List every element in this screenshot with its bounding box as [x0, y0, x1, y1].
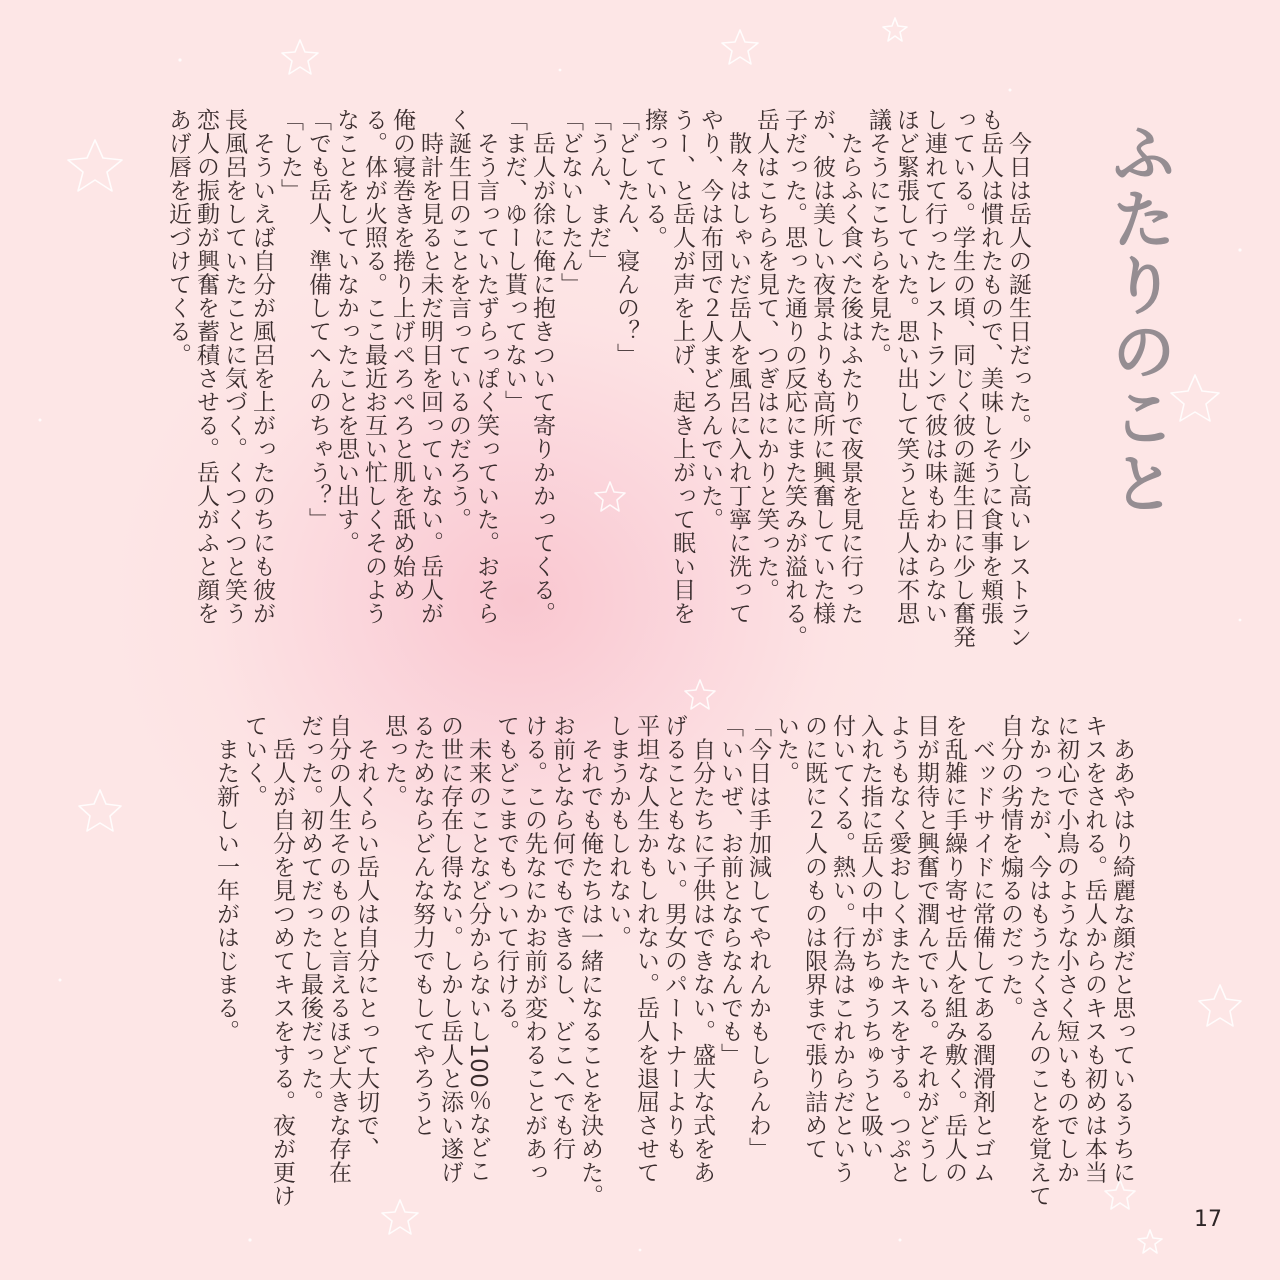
sparkle-dot — [178, 58, 181, 61]
text-column: ようもなく愛おしくまたキスをする。つぷと — [885, 714, 911, 1184]
text-column: そう言っていたずらっぽく笑っていた。おそら — [473, 108, 499, 625]
text-column: ける。この先なにかお前が変わることがあっ — [521, 714, 547, 1184]
star-icon — [79, 790, 121, 831]
text-column: 岳人が自分を見つめてキスをする。夜が更け — [269, 714, 295, 1208]
story-text-bottom — [120, 714, 1136, 1208]
sparkle-dot — [1238, 248, 1241, 251]
text-column: ああやはり綺麗な顔だと思っているうちに — [1109, 714, 1135, 1184]
text-column: 思った。 — [381, 714, 407, 808]
text-column: 岳人が徐に俺に抱きついて寄りかかってくる。 — [529, 108, 555, 625]
text-column: 岳人はこちらを見て、つぎはにかりと笑った。 — [753, 108, 779, 602]
text-column: お前となら何でもできるし、どこへでも行 — [549, 714, 575, 1161]
text-column: も岳人は慣れたもので、美味しそうに食事を頬張 — [977, 108, 1003, 625]
text-column: 散々はしゃいだ岳人を風呂に入れ丁寧に洗って — [725, 108, 751, 625]
text-column: 今日は岳人の誕生日だった。少し高いレストラン — [1005, 108, 1031, 649]
star-icon — [68, 140, 122, 191]
text-column: を乱雑に手繰り寄せ岳人を組み敷く。岳人の — [941, 714, 967, 1184]
text-column: 「今日は手加減してやれんかもしらんわ」 — [745, 714, 771, 1161]
text-column: 議そうにこちらを見た。 — [865, 108, 891, 367]
text-column: 付いてくる。熱い。行為はこれからだという — [829, 714, 855, 1184]
text-column: 平坦な人生かもしれない。岳人を退屈させて — [633, 714, 659, 1184]
text-column: 目が期待と興奮で潤んでいる。それがどうし — [913, 714, 939, 1184]
star-icon — [1105, 1180, 1135, 1209]
text-column: キスをされる。岳人からのキスも初めは本当 — [1081, 714, 1107, 1184]
text-column: それでも俺たちは一緒になることを決めた。 — [577, 714, 603, 1208]
text-column: 俺の寝巻きを捲り上げぺろぺろと肌を舐め始め — [389, 108, 415, 602]
star-icon — [282, 40, 318, 74]
text-column: 入れた指に岳人の中がちゅうちゅうと吸い — [857, 714, 883, 1161]
sparkle-dot — [248, 1238, 251, 1241]
text-column: 自分の人生そのものと言えるほど大きな存在 — [325, 714, 351, 1184]
text-column: 長風呂をしていたことに気づく。くつくつと笑う — [221, 108, 247, 625]
text-column: 「どないしたん」 — [557, 108, 583, 296]
text-column: っている。学生の頃、同じく彼の誕生日に少し奮発 — [949, 108, 975, 649]
star-icon — [685, 680, 715, 709]
text-column: 時計を見ると未だ明日を回っていない。岳人が — [417, 108, 443, 625]
sparkle-dot — [39, 419, 42, 422]
text-column: 子だった。思った通りの反応にまた笑みが溢れる。 — [781, 108, 807, 649]
text-column: 未来のことなど分からないし100％などこ — [465, 714, 491, 1183]
text-column: ベッドサイドに常備してある潤滑剤とゴム — [969, 714, 995, 1184]
star-icon — [382, 1200, 418, 1234]
text-column: のに既に２人のものは限界まで張り詰めて — [801, 714, 827, 1161]
text-column: の世に存在し得ない。しかし岳人と添い遂げ — [437, 714, 463, 1184]
text-column: るためならどんな努力でもしてやろうと — [409, 714, 435, 1137]
star-icon — [722, 30, 758, 64]
text-column: いた。 — [773, 714, 799, 785]
story-title: ふたりのこと — [1100, 120, 1176, 516]
text-column: なことをしていなかったことを思い出す。 — [333, 108, 359, 555]
text-column: に初心で小鳥のような小さく短いものでしか — [1053, 714, 1079, 1184]
text-column: たらふく食べた後はふたりで夜景を見に行った — [837, 108, 863, 625]
page-number: 17 — [1194, 1207, 1222, 1232]
star-icon — [883, 18, 907, 41]
text-column: 自分たちに子供はできない。盛大な式をあ — [689, 714, 715, 1184]
text-column: また新しい一年がはじまる。 — [213, 714, 239, 1043]
sparkle-dot — [1009, 89, 1012, 92]
text-column: 擦っている。 — [641, 108, 667, 249]
text-column: 「した」 — [277, 108, 303, 202]
text-column: 「うん、まだ」 — [585, 108, 611, 273]
text-column: 「いいぜ、お前とならなんでも」 — [717, 714, 743, 1067]
text-column: る。体が火照る。ここ最近お互い忙しくそのよう — [361, 108, 387, 625]
sparkle-dot — [59, 979, 62, 982]
text-column: 自分の劣情を煽るのだった。 — [997, 714, 1023, 1020]
text-column: だった。初めてだったし最後だった。 — [297, 714, 323, 1114]
text-column: あげ唇を近づけてくる。 — [165, 108, 191, 367]
text-column: し連れて行ったレストランで彼は味もわからない — [921, 108, 947, 625]
star-icon — [1138, 1230, 1162, 1253]
text-column: それくらい岳人は自分にとって大切で、 — [353, 714, 379, 1161]
story-text-top — [120, 108, 1032, 668]
text-column: 恋人の振動が興奮を蓄積させる。岳人がふと顔を — [193, 108, 219, 625]
text-column: うー、と岳人が声を上げ、起き上がって眠い目を — [669, 108, 695, 625]
text-column: ほど緊張していた。思い出して笑うと岳人は不思 — [893, 108, 919, 625]
text-column: そういえば自分が風呂を上がったのちにも彼が — [249, 108, 275, 625]
sparkle-dot — [1239, 619, 1242, 622]
sparkle-dot — [899, 1239, 902, 1242]
sparkle-dot — [639, 1249, 642, 1252]
star-icon — [1199, 985, 1241, 1026]
text-column: ていく。 — [241, 714, 267, 808]
text-column: が、彼は美しい夜景よりも高所に興奮していた様 — [809, 108, 835, 625]
text-column: く誕生日のことを言っているのだろう。 — [445, 108, 471, 531]
text-column: やり、今は布団で２人まどろんでいた。 — [697, 108, 723, 531]
text-column: 「どしたん、寝んの？」 — [613, 108, 639, 367]
text-column: てもどこまでもついて行ける。 — [493, 714, 519, 1043]
text-column: 「まだ、ゆーし貰ってない」 — [501, 108, 527, 414]
text-column: 「でも岳人、準備してへんのちゃう？」 — [305, 108, 331, 531]
sparkle-dot — [559, 69, 562, 72]
text-column: なかったが、今はもうたくさんのことを覚えて — [1025, 714, 1051, 1208]
text-column: しまうかもしれない。 — [605, 714, 631, 949]
text-column: げることもない。男女のパートナーよりも — [661, 714, 687, 1161]
